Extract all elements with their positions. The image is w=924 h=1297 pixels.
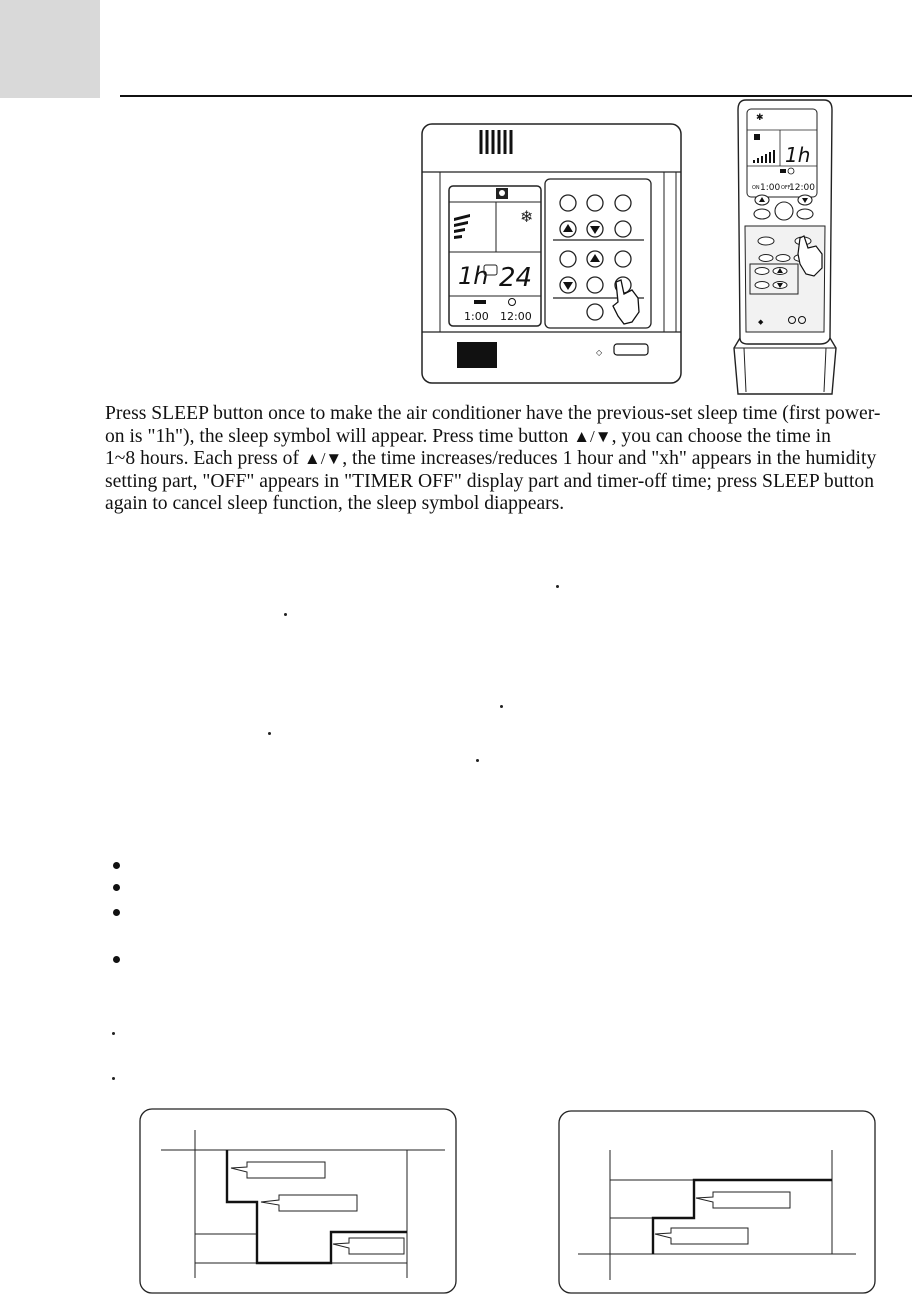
header-rule: [120, 95, 912, 97]
sleep-curve-diagram-cooling: [139, 1108, 459, 1296]
handheld-remote-illustration: [728, 98, 846, 396]
remote-timer-on: 1:00: [760, 183, 781, 193]
svg-text:◇: ◇: [596, 348, 603, 357]
sleep-curve-diagram-heating: [558, 1110, 878, 1296]
bullet: [113, 862, 120, 869]
bullet: [113, 884, 120, 891]
svg-text:ON: ON: [752, 185, 760, 191]
bullet: [113, 956, 120, 963]
speck: [500, 705, 503, 708]
para-line-4: setting part, "OFF" appears in "TIMER OFF" display part and timer-off time; press SLEEP button: [105, 470, 875, 492]
remote-sleep-hours: 1h: [785, 143, 811, 167]
lcd-timer-on: 1:00: [464, 310, 489, 323]
lcd-temperature: 24: [499, 263, 533, 293]
speck: [268, 732, 271, 735]
sleep-moon-icon: [754, 134, 760, 140]
lcd-display: [449, 186, 541, 326]
arrow-symbols: ▲/▼: [303, 449, 343, 469]
speck: [476, 759, 479, 762]
lcd-timer-off: 12:00: [500, 310, 532, 323]
arrow-symbols: ▲/▼: [573, 426, 612, 446]
para-line-2: on is "1h"), the sleep symbol will appear. Press time button ▲/▼, you can choose the time in: [105, 425, 831, 447]
wall-controller-illustration: [420, 122, 684, 386]
speck: [112, 1077, 115, 1080]
lcd-sleep-hours: 1h: [458, 262, 489, 290]
para-line-1: Press SLEEP button once to make the air conditioner have the previous-set sleep time (first power-: [105, 403, 881, 424]
svg-text:OFF: OFF: [781, 185, 791, 191]
bullet: [113, 909, 120, 916]
remote-timer-off: 12:00: [789, 183, 815, 193]
sun-icon: ✱: [756, 113, 764, 123]
svg-text:◆: ◆: [758, 318, 764, 326]
para-line-5: again to cancel sleep function, the sleep symbol diappears.: [105, 493, 565, 515]
speck: [284, 613, 287, 616]
para-line-3: 1~8 hours. Each press of ▲/▼, the time increases/reduces 1 hour and "xh" appears in the humidity: [105, 448, 877, 470]
sleep-instructions: [105, 403, 917, 516]
chapter-tab: [0, 0, 100, 98]
speck: [556, 585, 559, 588]
receiver-window: [457, 342, 497, 368]
snowflake-icon: ❄: [520, 207, 534, 226]
speck: [112, 1032, 115, 1035]
